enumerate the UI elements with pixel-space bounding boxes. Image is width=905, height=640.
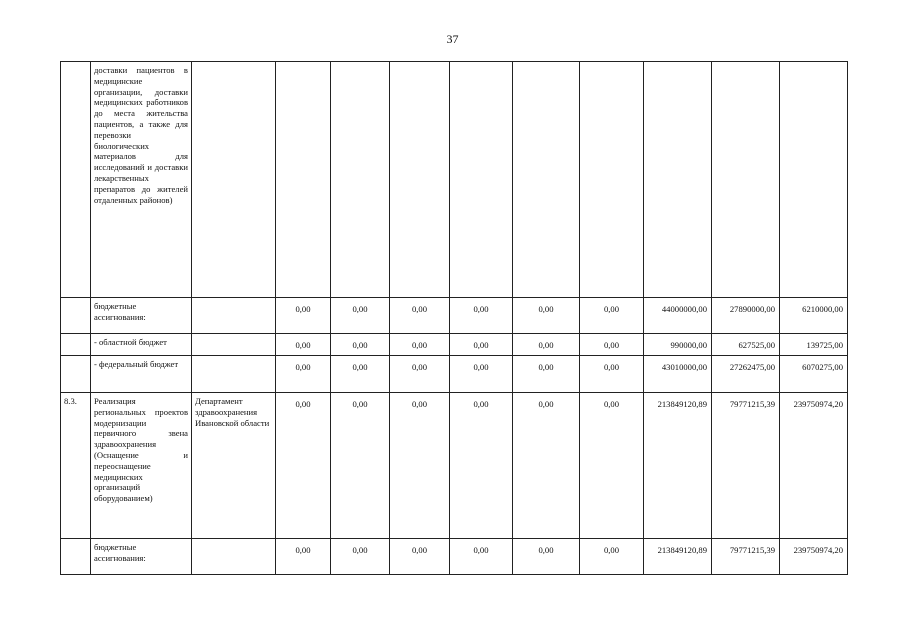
value-cell: 0,00 [331,539,390,575]
row-responsible-cell [192,298,276,334]
value-cell: 0,00 [276,539,331,575]
value-cell [644,62,712,298]
value-cell: 0,00 [390,393,450,539]
row-index-cell [61,356,91,393]
value-cell [712,62,780,298]
value-cell [450,62,513,298]
value-cell: 0,00 [450,298,513,334]
value-cell [580,62,644,298]
table-body [61,62,848,575]
value-cell [331,62,390,298]
value-cell: 0,00 [331,298,390,334]
value-cell: 0,00 [450,539,513,575]
value-cell: 27890000,00 [712,298,780,334]
value-cell: 0,00 [450,393,513,539]
row-description-cell: доставки пациентов в медицинские организации, доставки медицинских работников до места жительства пациентов, а также для перевозки биологических материалов для исследований и доставки лекарственных препаратов до жителей отдаленных районов) [91,62,192,298]
row-responsible-cell [192,356,276,393]
row-index-cell [61,62,91,298]
value-cell: 0,00 [580,334,644,356]
value-cell: 0,00 [513,334,580,356]
row-index-cell [61,539,91,575]
value-cell: 0,00 [331,356,390,393]
table-row [61,393,848,539]
row-responsible-cell [192,539,276,575]
value-cell: 213849120,89 [644,539,712,575]
value-cell: 0,00 [276,393,331,539]
value-cell: 79771215,39 [712,393,780,539]
row-index-cell: 8.3. [61,393,91,539]
table-row [61,298,848,334]
row-index-cell [61,298,91,334]
row-responsible-cell [192,334,276,356]
value-cell: 213849120,89 [644,393,712,539]
value-cell: 0,00 [513,356,580,393]
row-index-cell [61,334,91,356]
table-row [61,539,848,575]
value-cell: 627525,00 [712,334,780,356]
value-cell: 0,00 [450,356,513,393]
row-responsible-cell [192,62,276,298]
value-cell: 990000,00 [644,334,712,356]
value-cell: 239750974,20 [780,539,848,575]
value-cell: 43010000,00 [644,356,712,393]
table-row [61,62,848,298]
value-cell: 79771215,39 [712,539,780,575]
row-responsible-cell: Департамент здравоохранения Ивановской области [192,393,276,539]
value-cell: 0,00 [390,334,450,356]
value-cell: 0,00 [390,356,450,393]
table-row [61,334,848,356]
value-cell: 239750974,20 [780,393,848,539]
value-cell [780,62,848,298]
value-cell: 139725,00 [780,334,848,356]
value-cell: 0,00 [580,539,644,575]
value-cell: 6070275,00 [780,356,848,393]
value-cell: 0,00 [580,298,644,334]
page-number: 37 [446,32,459,46]
value-cell: 0,00 [390,539,450,575]
row-description-cell: Реализация региональных проектов модернизации первичного звена здравоохранения (Оснащение и переоснащение медицинских организаций оборудованием) [91,393,192,539]
row-description-cell: - областной бюджет [91,334,192,356]
value-cell: 27262475,00 [712,356,780,393]
value-cell: 0,00 [276,334,331,356]
value-cell: 0,00 [513,539,580,575]
value-cell: 0,00 [331,393,390,539]
value-cell: 0,00 [390,298,450,334]
value-cell: 0,00 [331,334,390,356]
value-cell [390,62,450,298]
row-description-cell: бюджетные ассигнования: [91,298,192,334]
value-cell [276,62,331,298]
value-cell: 0,00 [580,393,644,539]
budget-table [60,61,848,575]
table-row [61,356,848,393]
value-cell: 0,00 [450,334,513,356]
value-cell: 44000000,00 [644,298,712,334]
value-cell: 0,00 [513,393,580,539]
value-cell: 0,00 [580,356,644,393]
value-cell: 6210000,00 [780,298,848,334]
value-cell: 0,00 [513,298,580,334]
row-description-cell: - федеральный бюджет [91,356,192,393]
value-cell: 0,00 [276,356,331,393]
row-description-cell: бюджетные ассигнования: [91,539,192,575]
value-cell: 0,00 [276,298,331,334]
value-cell [513,62,580,298]
